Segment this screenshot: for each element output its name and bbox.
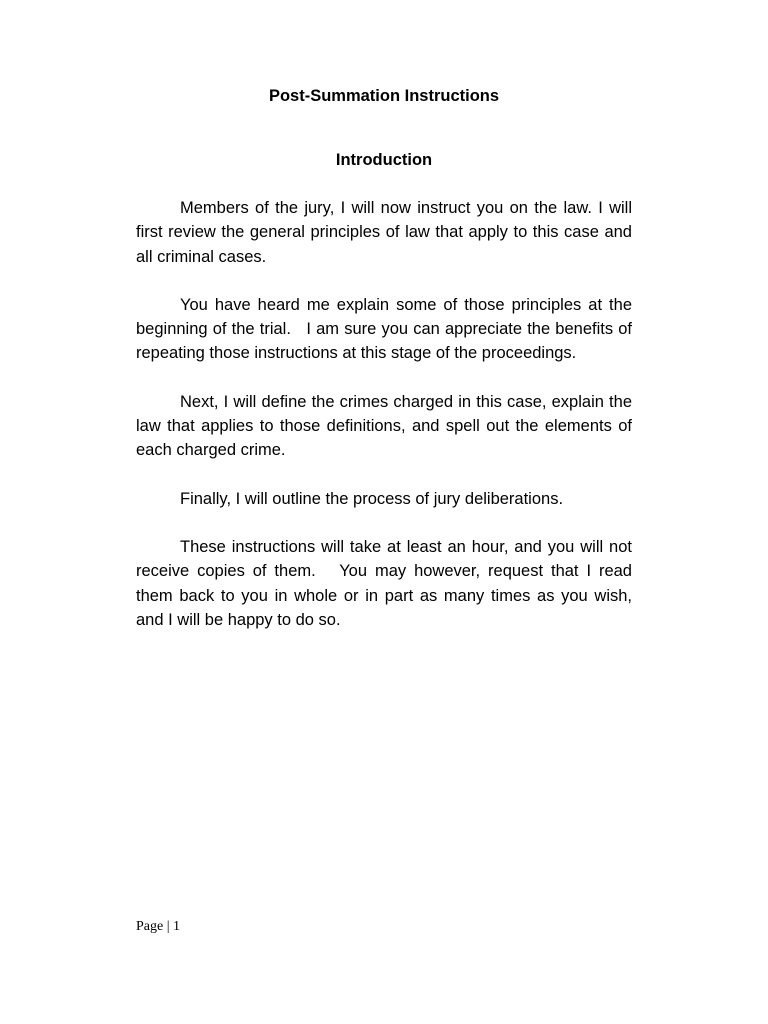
paragraph: These instructions will take at least an hour, and you will not receive copies of them. You may however, request that I read them back to you in whole or in part as many times as you wish, and I will be happy to do so. (136, 537, 637, 629)
section-heading: Introduction (335, 151, 433, 169)
paragraph: Next, I will define the crimes charged in this case, explain the law that applies to those definitions, and spell out the elements of each charged crime. (136, 392, 637, 460)
body-text (136, 196, 637, 656)
page-number-footer: Page | 1 (136, 919, 181, 934)
document-title: Post-Summation Instructions (268, 87, 500, 105)
paragraph: Finally, I will outline the process of jury deliberations. (180, 489, 564, 508)
paragraph: You have heard me explain some of those principles at the beginning of the trial. I am sure you can appreciate the benefits of repeating those instructions at this stage of the proceedings. (136, 295, 637, 363)
paragraph: Members of the jury, I will now instruct you on the law. I will first review the general principles of law that apply to this case and all criminal cases. (136, 199, 637, 266)
